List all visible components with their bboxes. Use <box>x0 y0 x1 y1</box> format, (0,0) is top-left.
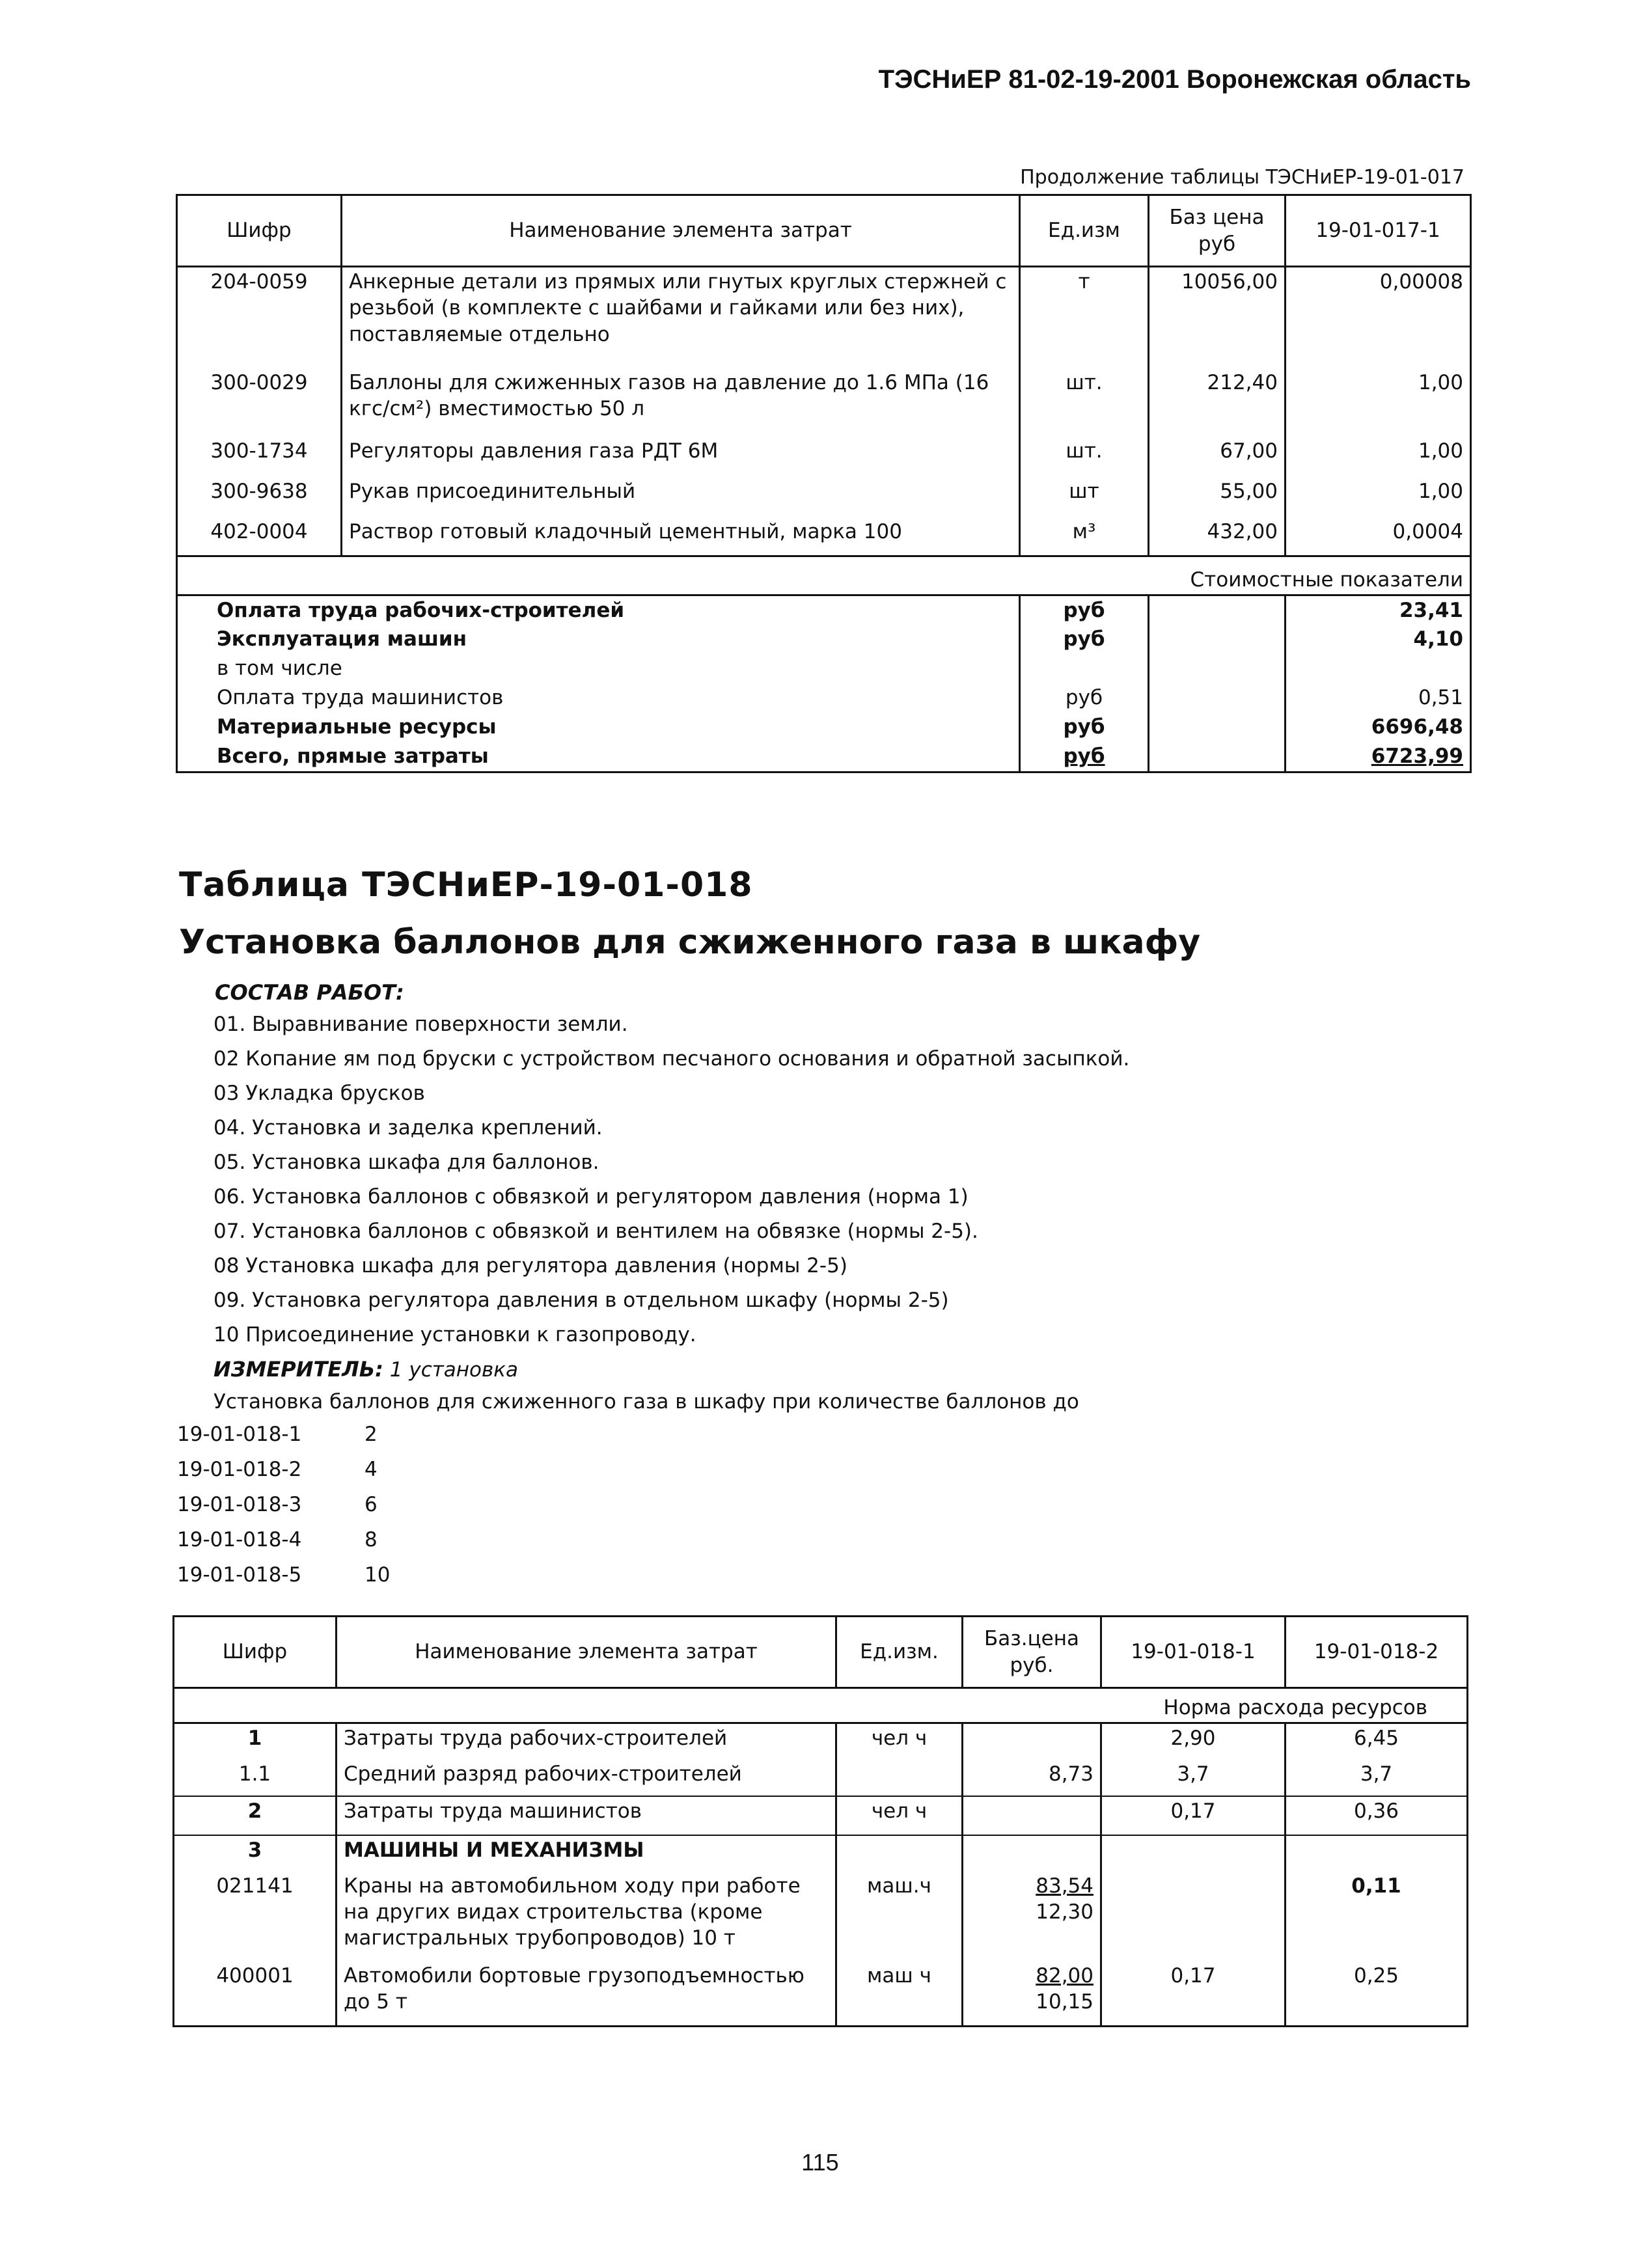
row-price <box>963 1835 1101 1872</box>
variant-row <box>177 1493 390 1528</box>
norm-section-row <box>174 1688 1468 1723</box>
row-value: 1,00 <box>1286 368 1471 437</box>
cost-value <box>1286 654 1471 683</box>
row-name: Затраты труда машинистов <box>337 1796 836 1835</box>
row-price: 67,00 <box>1149 437 1286 477</box>
row-norm-2: 6,45 <box>1286 1723 1468 1760</box>
list-item: 04. Установка и заделка креплений. <box>213 1116 603 1140</box>
cost-value: 6723,99 <box>1286 742 1471 772</box>
row-name: Анкерные детали из прямых или гнутых круглых стержней с резьбой (в комплекте с шайбами и гайками или без них), поставляемые отдельно <box>342 267 1020 368</box>
price-main: 82,00 <box>1036 1963 1094 1988</box>
row-unit: маш ч <box>836 1961 963 2027</box>
table-row <box>177 517 1471 556</box>
table-row <box>174 1760 1468 1796</box>
header-norm-2: 19-01-018-2 <box>1286 1617 1468 1688</box>
cost-unit: руб <box>1020 683 1149 713</box>
table-header-row <box>174 1617 1468 1688</box>
cost-section-row <box>177 556 1471 595</box>
variant-code: 19-01-018-5 <box>177 1563 302 1587</box>
variant-value: 10 <box>365 1563 391 1587</box>
row-price <box>963 1961 1101 2027</box>
row-unit: маш.ч <box>836 1872 963 1961</box>
row-unit: чел ч <box>836 1796 963 1835</box>
row-name: Регуляторы давления газа РДТ 6М <box>342 437 1020 477</box>
table-row <box>174 1796 1468 1835</box>
variant-code: 19-01-018-1 <box>177 1423 302 1446</box>
table-row <box>177 477 1471 517</box>
row-price: 55,00 <box>1149 477 1286 517</box>
row-unit <box>836 1835 963 1872</box>
table-row <box>177 267 1471 368</box>
cost-empty <box>1149 595 1286 625</box>
row-value: 1,00 <box>1286 437 1471 477</box>
variants-list <box>177 1423 390 1598</box>
cost-unit: руб <box>1020 713 1149 742</box>
row-unit: шт. <box>1020 437 1149 477</box>
row-unit <box>836 1760 963 1796</box>
row-unit: шт. <box>1020 368 1149 437</box>
cost-unit: руб <box>1020 742 1149 772</box>
list-item: 06. Установка баллонов с обвязкой и регулятором давления (норма 1) <box>213 1185 969 1209</box>
table-row <box>174 1723 1468 1760</box>
cost-name: Всего, прямые затраты <box>177 742 1020 772</box>
row-price <box>963 1872 1101 1961</box>
header-code: Шифр <box>174 1617 337 1688</box>
price-main: 83,54 <box>1036 1874 1094 1898</box>
row-name: Средний разряд рабочих-строителей <box>337 1760 836 1796</box>
row-norm-1: 3,7 <box>1101 1760 1286 1796</box>
table-subtitle: Установка баллонов для сжиженного газа в шкафу <box>179 923 1201 962</box>
cost-row <box>177 713 1471 742</box>
price-wage: 10,15 <box>1036 1989 1094 2014</box>
row-norm-1: 0,17 <box>1101 1796 1286 1835</box>
row-code: 300-9638 <box>177 477 342 517</box>
list-item: 01. Выравнивание поверхности земли. <box>213 1013 628 1036</box>
row-value: 0,0004 <box>1286 517 1471 556</box>
meter <box>213 1357 518 1382</box>
table-continuation-caption: Продолжение таблицы ТЭСНиЕР-19-01-017 <box>1020 166 1465 189</box>
variant-code: 19-01-018-2 <box>177 1458 302 1481</box>
row-norm-2 <box>1286 1835 1468 1872</box>
table-row <box>174 1961 1468 2027</box>
norm-section-label: Норма расхода ресурсов <box>174 1688 1468 1723</box>
row-name: Автомобили бортовые грузоподъемностью до 5 т <box>337 1961 836 2027</box>
cost-row <box>177 625 1471 654</box>
row-norm-2: 0,11 <box>1286 1872 1468 1961</box>
price-main: 8,73 <box>1048 1762 1094 1786</box>
row-price: 432,00 <box>1149 517 1286 556</box>
header-unit: Ед.изм <box>1020 195 1149 267</box>
cost-unit: руб <box>1020 625 1149 654</box>
variant-value: 8 <box>365 1528 378 1551</box>
row-value: 0,00008 <box>1286 267 1471 368</box>
header-price: Баз цена руб <box>1149 195 1286 267</box>
list-item: 02 Копание ям под бруски с устройством песчаного основания и обратной засыпкой. <box>213 1047 1130 1071</box>
row-code: 1 <box>174 1723 337 1760</box>
row-code: 021141 <box>174 1872 337 1961</box>
header-norm-1: 19-01-018-1 <box>1101 1617 1286 1688</box>
cost-name: Эксплуатация машин <box>177 625 1020 654</box>
cost-value: 4,10 <box>1286 625 1471 654</box>
row-norm-2: 0,36 <box>1286 1796 1468 1835</box>
row-code: 400001 <box>174 1961 337 2027</box>
list-item: 09. Установка регулятора давления в отдельном шкафу (нормы 2-5) <box>213 1289 949 1312</box>
header-code: Шифр <box>177 195 342 267</box>
cost-empty <box>1149 683 1286 713</box>
variant-code: 19-01-018-3 <box>177 1493 302 1516</box>
row-unit: м³ <box>1020 517 1149 556</box>
variant-row <box>177 1563 390 1598</box>
row-name: Краны на автомобильном ходу при работе на других видах строительства (кроме магистральных трубопроводов) 10 т <box>337 1872 836 1961</box>
list-item: 05. Установка шкафа для баллонов. <box>213 1151 599 1174</box>
header-price: Баз.цена руб. <box>963 1617 1101 1688</box>
meter-label: ИЗМЕРИТЕЛЬ: <box>213 1357 383 1382</box>
table-row <box>177 368 1471 437</box>
row-code: 300-1734 <box>177 437 342 477</box>
variant-row <box>177 1528 390 1563</box>
variant-row <box>177 1458 390 1493</box>
row-name: Раствор готовый кладочный цементный, марка 100 <box>342 517 1020 556</box>
cost-value: 23,41 <box>1286 595 1471 625</box>
table-row <box>174 1835 1468 1872</box>
row-norm-1: 2,90 <box>1101 1723 1286 1760</box>
variant-value: 4 <box>365 1458 378 1481</box>
cost-row <box>177 742 1471 772</box>
row-code: 3 <box>174 1835 337 1872</box>
row-name: Рукав присоединительный <box>342 477 1020 517</box>
table-row <box>177 437 1471 477</box>
variant-code: 19-01-018-4 <box>177 1528 302 1551</box>
row-name: МАШИНЫ И МЕХАНИЗМЫ <box>337 1835 836 1872</box>
table-header-row <box>177 195 1471 267</box>
list-item: 07. Установка баллонов с обвязкой и вентилем на обвязке (нормы 2-5). <box>213 1220 978 1243</box>
cost-empty <box>1149 742 1286 772</box>
meter-value: 1 установка <box>389 1358 519 1382</box>
row-price: 10056,00 <box>1149 267 1286 368</box>
row-code: 1.1 <box>174 1760 337 1796</box>
table-row <box>174 1872 1468 1961</box>
row-norm-1: 0,17 <box>1101 1961 1286 2027</box>
cost-row <box>177 595 1471 625</box>
works-label: СОСТАВ РАБОТ: <box>215 980 404 1005</box>
list-item: 10 Присоединение установки к газопроводу. <box>213 1323 696 1346</box>
cost-name: Оплата труда машинистов <box>177 683 1020 713</box>
cost-row <box>177 654 1471 683</box>
row-unit: чел ч <box>836 1723 963 1760</box>
cost-empty <box>1149 713 1286 742</box>
row-name: Баллоны для сжиженных газов на давление до 1.6 МПа (16 кгс/см²) вместимостью 50 л <box>342 368 1020 437</box>
running-header: ТЭСНиЕР 81-02-19-2001 Воронежская область <box>878 65 1471 94</box>
list-item: 03 Укладка брусков <box>213 1082 425 1105</box>
resource-table-017 <box>176 194 1472 773</box>
cost-empty <box>1149 625 1286 654</box>
resource-table-018 <box>172 1615 1468 2027</box>
row-price <box>963 1796 1101 1835</box>
variant-value: 6 <box>365 1493 378 1516</box>
variant-row <box>177 1423 390 1458</box>
row-price <box>963 1723 1101 1760</box>
row-norm-1 <box>1101 1835 1286 1872</box>
row-value: 1,00 <box>1286 477 1471 517</box>
cost-value: 6696,48 <box>1286 713 1471 742</box>
page-number: 115 <box>801 2149 839 2176</box>
row-code: 300-0029 <box>177 368 342 437</box>
cost-name: в том числе <box>177 654 1020 683</box>
header-norm: 19-01-017-1 <box>1286 195 1471 267</box>
row-name: Затраты труда рабочих-строителей <box>337 1723 836 1760</box>
cost-name: Оплата труда рабочих-строителей <box>177 595 1020 625</box>
variant-value: 2 <box>365 1423 378 1446</box>
row-code: 204-0059 <box>177 267 342 368</box>
list-item: 08 Установка шкафа для регулятора давления (нормы 2-5) <box>213 1254 847 1277</box>
row-norm-2: 3,7 <box>1286 1760 1468 1796</box>
cost-unit <box>1020 654 1149 683</box>
row-norm-1 <box>1101 1872 1286 1961</box>
works-list <box>213 1013 1129 1358</box>
cost-value: 0,51 <box>1286 683 1471 713</box>
cost-section-label: Стоимостные показатели <box>177 556 1471 595</box>
cost-name: Материальные ресурсы <box>177 713 1020 742</box>
description: Установка баллонов для сжиженного газа в шкафу при количестве баллонов до <box>213 1390 1079 1414</box>
row-code: 402-0004 <box>177 517 342 556</box>
table-title: Таблица ТЭСНиЕР-19-01-018 <box>179 866 753 905</box>
price-wage: 12,30 <box>1036 1900 1094 1924</box>
header-unit: Ед.изм. <box>836 1617 963 1688</box>
cost-unit: руб <box>1020 595 1149 625</box>
header-name: Наименование элемента затрат <box>337 1617 836 1688</box>
row-code: 2 <box>174 1796 337 1835</box>
cost-empty <box>1149 654 1286 683</box>
cost-row <box>177 683 1471 713</box>
row-price: 212,40 <box>1149 368 1286 437</box>
row-unit: шт <box>1020 477 1149 517</box>
header-name: Наименование элемента затрат <box>342 195 1020 267</box>
row-norm-2: 0,25 <box>1286 1961 1468 2027</box>
row-price <box>963 1760 1101 1796</box>
row-unit: т <box>1020 267 1149 368</box>
